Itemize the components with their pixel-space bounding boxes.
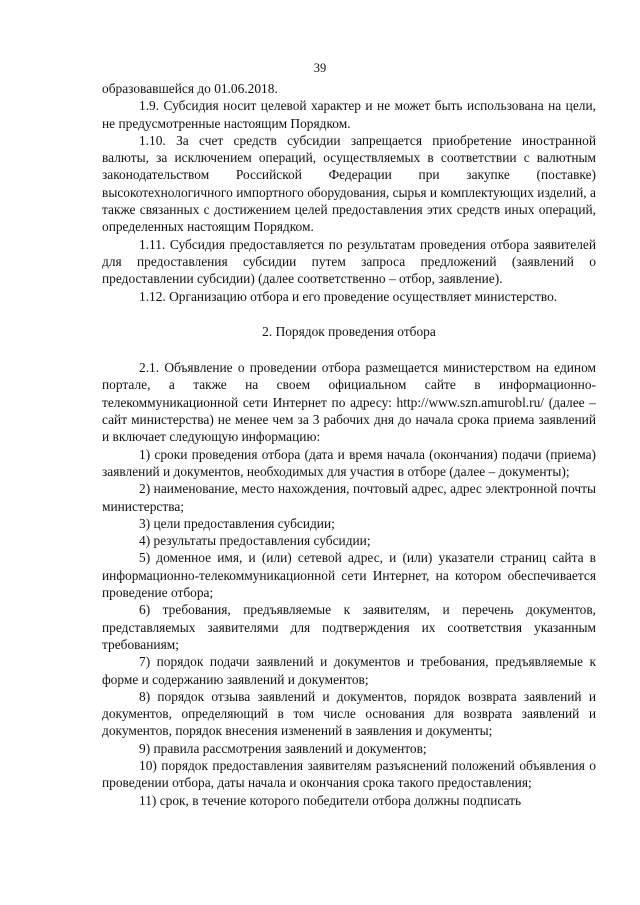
list-item: 6) требования, предъявляемые к заявителям, и перечень документов, представляемых заявителями для подтверждения их соответствия указанным требованиям;: [102, 602, 596, 652]
page-number: 39: [313, 61, 327, 75]
list-item: 11) срок, в течение которого победители отбора должны подписать: [139, 792, 522, 808]
section-heading: 2. Порядок проведения отбора: [262, 323, 436, 339]
list-item: 1) сроки проведения отбора (дата и время начала (окончания) подачи (приема) заявлений и документов, необходимых для участия в отборе (далее – документы);: [102, 446, 596, 479]
list-item: 8) порядок отзыва заявлений и документов, порядок возврата заявлений и документов, определяющий в том числе основания для возврата заявлений и документов, порядок внесения изменений в заявления и документы;: [102, 688, 596, 739]
list-item: 2) наименование, место нахождения, почтовый адрес, адрес электронной почты министерства;: [102, 481, 596, 514]
list-item: 7) порядок подачи заявлений и документов и требования, предъявляемые к форме и содержанию заявлений и документов;: [102, 654, 596, 687]
list-item: 10) порядок предоставления заявителям разъяснений положений объявления о проведении отбора, даты начала и окончания срока такого предоставления;: [102, 757, 596, 791]
list-item: 9) правила рассмотрения заявлений и документов;: [139, 740, 427, 756]
list-item: 3) цели предоставления субсидии;: [139, 515, 335, 531]
list-item: 5) доменное имя, и (или) сетевой адрес, и (или) указатели страниц сайта в информационно-телекоммуникационной сети Интернет, на котором обеспечивается проведение отбора;: [102, 550, 596, 601]
paragraph: 2.1. Объявление о проведении отбора размещается министерством на едином портале, а также на своем официальном сайте в информационно-телекоммуникационной сети Интернет по адресу: http://www.szn.amurobl.ru/ (далее – сайт министерства) не менее чем за 3 рабочих дня до начала срока приема заявлений и включает следующую информацию:: [102, 360, 596, 445]
paragraph: 1.11. Субсидия предоставляется по результатам проведения отбора заявителей для предоставления субсидии путем запроса предложений (заявлений о предоставлении субсидии) (далее соответственно – отбор, заявление).: [102, 236, 596, 287]
paragraph: образовавшейся до 01.06.2018.: [102, 81, 278, 96]
list-item: 4) результаты предоставления субсидии;: [139, 533, 371, 549]
paragraph: 1.12. Организацию отбора и его проведение осуществляет министерство.: [139, 288, 558, 304]
paragraph: 1.10. За счет средств субсидии запрещается приобретение иностранной валюты, за исключением операций, осуществляемых в соответствии с валютным законодательством Российской Федерации при закупке (поставке) высокотехнологичного импортного оборудования, сырья и комплектующих изделий, а также связанных с достижением целей предоставления этих средств иных операций, определенных настоящим Порядком.: [102, 132, 596, 235]
document-body: [102, 80, 596, 809]
paragraph: 1.9. Субсидия носит целевой характер и не может быть использована на цели, не предусмотренные настоящим Порядком.: [102, 98, 596, 131]
